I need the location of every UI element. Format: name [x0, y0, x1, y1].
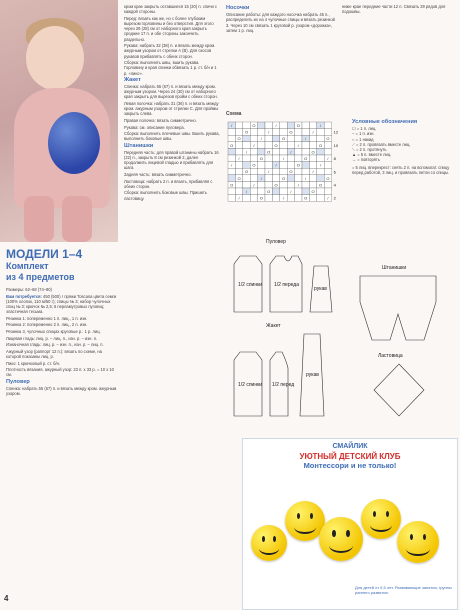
scheme-cell [302, 181, 309, 188]
legend-k2tog-icon: ⟋ [352, 141, 355, 147]
models-subtitle-1: Комплект [6, 261, 49, 271]
scheme-cell [324, 188, 331, 195]
scheme-symbol: O [296, 162, 300, 168]
scheme-symbol: O [326, 175, 330, 181]
scheme-symbol: / [268, 169, 270, 175]
scheme-cell [258, 181, 265, 188]
scheme-cell [243, 175, 250, 182]
scheme-symbol: O [267, 149, 271, 155]
scheme-cell [302, 168, 309, 175]
legend-ssk-icon: ⟍ [352, 147, 355, 153]
scheme-row-label: 12 [333, 129, 339, 135]
scheme-symbol: / [327, 156, 329, 161]
scheme-cell [258, 129, 265, 136]
scheme-cell [235, 168, 242, 175]
scheme-cell [295, 155, 302, 162]
legend-item: ⟍ = 2 п. протянуть [352, 147, 387, 153]
legend-item: ○ = 1 накид [352, 136, 374, 142]
scheme-cell [317, 148, 324, 155]
pattern-2: Резинка 2: попеременно 2 п. лиц., 2 п. изн. [6, 322, 88, 328]
pattern-4: Лицевая гладь: лиц. р. – лиц. п., изн. р. – изн. п. [6, 335, 98, 341]
scheme-label: Схема [226, 111, 242, 117]
scheme-symbol: / [312, 129, 314, 135]
legend-yo-icon: ○ [352, 136, 355, 142]
scheme-cell [265, 175, 272, 182]
ad-headline: УЮТНЫЙ ДЕТСКИЙ КЛУБ [299, 452, 401, 461]
scheme-symbol: O [252, 162, 256, 168]
scheme-cell [228, 168, 235, 175]
jacket-heading: Жакет [124, 76, 141, 83]
scheme-cell [295, 129, 302, 136]
scheme-cell [309, 195, 316, 202]
scheme-cell [243, 162, 250, 169]
scheme-cell [258, 188, 265, 195]
scheme-cell [228, 148, 235, 155]
scheme-cell [235, 188, 242, 195]
legend-repeat-icon: ↔ [352, 157, 357, 163]
advertisement[interactable] [242, 438, 458, 610]
jacket-text: Спинка: набрать 55 (67) п. и вязать между кром. ажурным узором. Через 24 (30) см от наборного края закрыть для вырезов пройм с обеих сторон. [124, 84, 218, 100]
scheme-cell [250, 168, 257, 175]
scheme-symbol: O [311, 149, 315, 155]
scheme-cell [324, 162, 331, 169]
scheme-cell [317, 188, 324, 195]
scheme-symbol: O [304, 195, 308, 201]
materials: 450 (500) г пряжи Toscana цвета семги (100% хлопок, 110 м/50 г); спицы № 3; набор чулочных спиц № 3; крючок № 2,5; 6 перламутровых пуговиц; эластичная тесьма. [6, 293, 117, 315]
smiley-icon [397, 521, 439, 563]
scheme-cell [309, 122, 316, 129]
pants-text-4: Сборка: выполнить боковые швы. Пришить ластовицу. [124, 190, 207, 201]
scheme-cell [324, 148, 331, 155]
scheme-symbol: O [318, 182, 323, 188]
scheme-symbol: / [231, 123, 233, 128]
scheme-cell [317, 129, 324, 136]
sizes: Размеры: 62–68 (74–80) [6, 287, 52, 292]
scheme-cell [272, 168, 279, 175]
scheme-cell [272, 135, 279, 142]
scheme-cell [265, 195, 272, 202]
pattern-3: Резинка 3, чулочных спицах круговые р.: 1 р. лиц. [6, 328, 101, 334]
col4-text [342, 4, 456, 16]
pullover-heading: Пуловер [6, 378, 30, 385]
scheme-cell [309, 162, 316, 169]
socks-text: Описание работы: для каждого носочка набрать 45 п., распределить их на 4 чулочные спицы и вязать резинкой 3. Через 10 см связать 1 круговой р. узором «дорожка», затем 1 р. лиц. [226, 12, 335, 33]
scheme-symbol: / [253, 182, 255, 188]
col3-text [226, 4, 336, 34]
scheme-cell [235, 148, 242, 155]
scheme-cell [235, 181, 242, 188]
gusset-diagram [364, 350, 434, 420]
scheme-symbol: O [289, 129, 293, 135]
legend-item: ☐ = 1 п. лиц. [352, 126, 377, 132]
photo-face [26, 26, 84, 90]
density: Плотность вязания, ажурный узор: 23 п. х 33 р. = 10 х 10 см. [6, 367, 114, 378]
scheme-cell [287, 135, 294, 142]
scheme-symbol: / [268, 129, 270, 135]
scheme-symbol: O [296, 123, 300, 128]
scheme-cell [317, 175, 324, 182]
legend-note: = 5 лиц. вперекрест: снять 2 п. на вспомогат. спицу перед работой, 3 лиц. и провязать петли со спицы. [352, 164, 450, 175]
scheme-cell [295, 148, 302, 155]
scheme-cell [258, 122, 265, 129]
col2-text-3: Рукава: набрать 32 (38) п. и вязать между кром. ажурным узором от стрелки А (В). Для скосов рукавов прибавлять с обеих сторон. [124, 43, 216, 59]
scheme-row-label: 2 [333, 195, 336, 201]
scheme-cell [258, 148, 265, 155]
scheme-cell [287, 155, 294, 162]
scheme-cell [317, 155, 324, 162]
scheme-symbol: / [275, 162, 277, 168]
scheme-symbol: O [244, 129, 249, 135]
scheme-symbol: / [245, 149, 248, 155]
scheme-cell [265, 135, 272, 142]
scheme-symbol: O [318, 142, 323, 148]
socks-heading: Носочки [226, 5, 250, 11]
scheme-cell [287, 122, 294, 129]
photo-leg [62, 196, 92, 242]
pants-text-3: Ластовица: набрать 2 п. и вязать, прибавляя с обеих сторон. [124, 178, 213, 189]
scheme-symbol: / [297, 142, 299, 148]
scheme-cell [243, 135, 250, 142]
scheme-symbol: / [282, 195, 285, 201]
scheme-cell [280, 181, 287, 188]
col2-text-4: Сборка: выполнить швы, вшить рукава. Горловину и края спинки обвязать 1 р. ст. б/н и 1 р. «пико». [124, 60, 217, 76]
scheme-cell [302, 142, 309, 149]
pants-diagram [340, 262, 456, 344]
scheme-symbol: / [260, 175, 262, 181]
scheme-cell [250, 175, 257, 182]
pullover-back-label: 1/2 спинки [238, 282, 263, 288]
scheme-cell [295, 175, 302, 182]
col2-text-1: кром крае закрыть оставшиеся 15 (20) п. спичи с каждой стороны. [124, 4, 217, 15]
scheme-cell [295, 188, 302, 195]
scheme-grid [226, 120, 346, 206]
pants-heading: Штанишки [124, 142, 154, 149]
pullover-diagram-title: Пуловер [266, 239, 286, 245]
scheme-symbol: O [237, 136, 241, 142]
scheme-cell [243, 155, 250, 162]
page-number: 4 [4, 594, 9, 603]
scheme-cell [324, 142, 331, 149]
scheme-cell [309, 155, 316, 162]
scheme-symbol: O [274, 182, 278, 188]
scheme-symbol: O [289, 169, 293, 175]
scheme-symbol: O [230, 182, 234, 188]
scheme-cell [317, 195, 324, 202]
scheme-symbol: O [281, 136, 286, 142]
scheme-cell [287, 142, 294, 149]
scheme-cell [228, 155, 235, 162]
smiley-icon [319, 517, 363, 561]
col2-text-2: Перед: вязать как же, но с более глубоким вырезом горловины и без отверстия. Для этого через 29 (28) см от наборного края закрыть средние 17 п. и обе стороны закончить раздельно. [124, 15, 214, 42]
scheme-symbol: / [290, 189, 292, 194]
pullover-front-label: 1/2 переда [274, 282, 299, 288]
scheme-cell [287, 175, 294, 182]
baby-photo [0, 0, 118, 242]
scheme-cell [272, 175, 279, 182]
jacket-diagram-title: Жакет [266, 323, 281, 329]
scheme-cell [250, 188, 257, 195]
scheme-cell [309, 181, 316, 188]
scheme-cell [250, 148, 257, 155]
scheme-cell [250, 195, 257, 202]
scheme-cell [243, 181, 250, 188]
pants-text-2: Задняя часть: вязать симметрично. [124, 172, 192, 178]
pattern-6: Ажурный узор (раппорт 12 п.): вязать по схеме, на которой показаны лиц. р. [6, 348, 102, 359]
scheme-cell [324, 129, 331, 136]
scheme-symbol: O [311, 189, 315, 194]
scheme-cell [265, 142, 272, 149]
scheme-cell [302, 148, 309, 155]
scheme-cell [280, 168, 287, 175]
scheme-symbol: O [259, 156, 263, 161]
scheme-cell [280, 162, 287, 169]
jacket-text-5: Сборка: выполнить плечевые швы. Вшить рукава, выполнить боковые швы. [124, 131, 220, 142]
scheme-symbol: / [319, 123, 322, 128]
scheme-cell [250, 155, 257, 162]
pullover-diagram [226, 236, 336, 316]
scheme-cell [309, 175, 316, 182]
scheme-cell [280, 122, 287, 129]
scheme-cell [287, 181, 294, 188]
scheme-symbol: / [305, 175, 307, 181]
scheme-cell [295, 195, 302, 202]
scheme-cell [258, 162, 265, 169]
scheme-cell [324, 181, 331, 188]
gusset-shape [374, 364, 424, 416]
scheme-symbol: / [275, 123, 277, 128]
scheme-symbol: O [326, 136, 330, 142]
pattern-1: Резинка 1: попеременно 1 п. лиц., 1 п. изн. [6, 315, 88, 321]
scheme-cell [324, 168, 331, 175]
gusset-diagram-title: Ластовица [378, 353, 403, 359]
models-section [6, 248, 118, 398]
jacket-text-2: Левая полочка: набрать 31 (36) п. и вязать между кром. ажурным узором от стрелки С. Для проймы закрыть слева. [124, 101, 219, 117]
legend-item: − = 1 п. изн. [352, 131, 375, 137]
jacket-diagram [226, 320, 336, 420]
scheme-cell [272, 195, 279, 202]
scheme-cell [295, 135, 302, 142]
jacket-text-4: Рукава: см. описание пуловера. [124, 124, 185, 130]
scheme-cell [228, 175, 235, 182]
scheme-cell [317, 168, 324, 175]
scheme-cell [243, 195, 250, 202]
scheme-cell [235, 129, 242, 136]
jacket-sleeve-label: рукав [306, 372, 319, 378]
scheme-symbol: / [238, 156, 240, 161]
scheme-cell [265, 155, 272, 162]
models-subtitle-2: из 4 предметов [6, 272, 75, 282]
scheme-row-label: 8 [333, 156, 336, 162]
scheme-symbol: / [312, 169, 314, 175]
scheme-symbol: / [327, 195, 329, 201]
scheme-cell [280, 142, 287, 149]
ad-subheadline: Монтессори и не только! [303, 461, 397, 470]
scheme-symbol: / [319, 162, 322, 168]
scheme-cell [287, 195, 294, 202]
scheme-symbol: O [244, 169, 249, 175]
scheme-symbol: O [252, 123, 256, 128]
ad-brand: СМАЙЛИК [332, 443, 368, 450]
socks-text-2: ниже крае передние части 12 п. Связать 29 рядов для подошвы. [342, 4, 446, 15]
scheme-cell [302, 129, 309, 136]
legend-knit-icon: ☐ [352, 126, 356, 132]
legend-item: ↔ = повторять [352, 157, 380, 163]
scheme-cell [272, 129, 279, 136]
scheme-cell [302, 188, 309, 195]
scheme-cell [265, 162, 272, 169]
photo-ball [48, 112, 100, 174]
scheme-symbol: O [281, 175, 286, 181]
scheme-row-label: 10 [333, 142, 339, 148]
scheme-symbol: / [290, 149, 292, 155]
scheme-cell [228, 188, 235, 195]
legend [352, 118, 458, 176]
scheme-symbol: / [305, 136, 307, 142]
scheme-cell [302, 162, 309, 169]
jacket-back-label: 1/2 спинки [238, 382, 263, 388]
pattern-7: Пико: 1 крючковый р. ст. б/н. [6, 360, 61, 366]
col2-text [124, 4, 220, 202]
scheme-cell [280, 129, 287, 136]
legend-heading: Условные обозначения [352, 119, 418, 125]
scheme-symbol: O [267, 189, 271, 194]
scheme-symbol: / [231, 162, 233, 168]
ad-note: Для детей от 9,5 лет. Развивающие занятия, группы раннего развития. [355, 585, 452, 595]
smiley-icon [361, 499, 401, 539]
scheme-cell [243, 142, 250, 149]
scheme-cell [287, 162, 294, 169]
photo-leg [24, 196, 54, 242]
jacket-text-3: Правая полочка: вязать симметрично. [124, 118, 197, 124]
scheme-symbol: / [253, 142, 255, 148]
scheme-symbol: O [304, 156, 308, 161]
pants-text: Передняя часть: для правой штанины набрать 16 (22) п., закрыть 8 см резинкой 2, далее продолжить лицевой гладью и прибавлять для шага. [124, 149, 219, 171]
scheme-cell [309, 135, 316, 142]
scheme-symbol: O [274, 142, 278, 148]
scheme-symbol: / [238, 195, 240, 201]
jacket-front-label: 1/2 перед [272, 382, 295, 388]
scheme-cell [250, 135, 257, 142]
scheme-cell [309, 142, 316, 149]
legend-item: ▲ = 5 п. вместе лиц. [352, 152, 392, 158]
pattern-5: Изнаночная гладь: лиц. р. – изн. п., изн. р. – лиц. п. [6, 342, 104, 348]
legend-5tog-icon: ▲ [352, 152, 357, 158]
scheme-cell [235, 122, 242, 129]
scheme-symbol: / [297, 182, 299, 188]
scheme-symbol: O [259, 195, 263, 201]
models-title: МОДЕЛИ 1–4 [6, 247, 83, 261]
pullover-text: Спинка: набрать 55 (67) п. и вязать между кром. ажурным узором. [6, 385, 117, 396]
scheme-cell [258, 168, 265, 175]
scheme-cell [280, 148, 287, 155]
scheme-symbol: / [260, 136, 262, 142]
scheme-symbol: O [237, 175, 241, 181]
scheme-cell [235, 162, 242, 169]
smiley-icon [251, 525, 287, 561]
scheme-cell [272, 148, 279, 155]
materials-head: Вам потребуется: [6, 293, 42, 299]
col1-text [6, 287, 118, 396]
scheme-cell [250, 129, 257, 136]
scheme-cell [228, 195, 235, 202]
scheme-cell [302, 122, 309, 129]
scheme-cell [280, 188, 287, 195]
scheme-cell [265, 122, 272, 129]
scheme-cell [265, 181, 272, 188]
scheme-symbol: / [282, 156, 285, 161]
pants-shape [360, 276, 436, 340]
pants-diagram-title: Штанишки [382, 265, 407, 271]
scheme-cell [295, 168, 302, 175]
scheme-cell [243, 122, 250, 129]
scheme-cell [228, 135, 235, 142]
scheme-cell [258, 142, 265, 149]
scheme-row-label: 4 [333, 182, 336, 188]
scheme-row-label: 6 [333, 169, 336, 175]
scheme-cell [228, 129, 235, 136]
scheme-symbol: O [230, 142, 234, 148]
pullover-sleeve-label: рукав [314, 286, 327, 292]
scheme-cell [324, 122, 331, 129]
smiley-group [251, 495, 449, 575]
legend-item: ⟋ = 2 п. провязать вместе лиц. [352, 141, 411, 147]
scheme-cell [272, 155, 279, 162]
scheme-cell [317, 135, 324, 142]
scheme-cell [272, 188, 279, 195]
legend-purl-icon: − [352, 131, 355, 137]
scheme-symbol: / [245, 189, 248, 194]
scheme-cell [235, 142, 242, 149]
